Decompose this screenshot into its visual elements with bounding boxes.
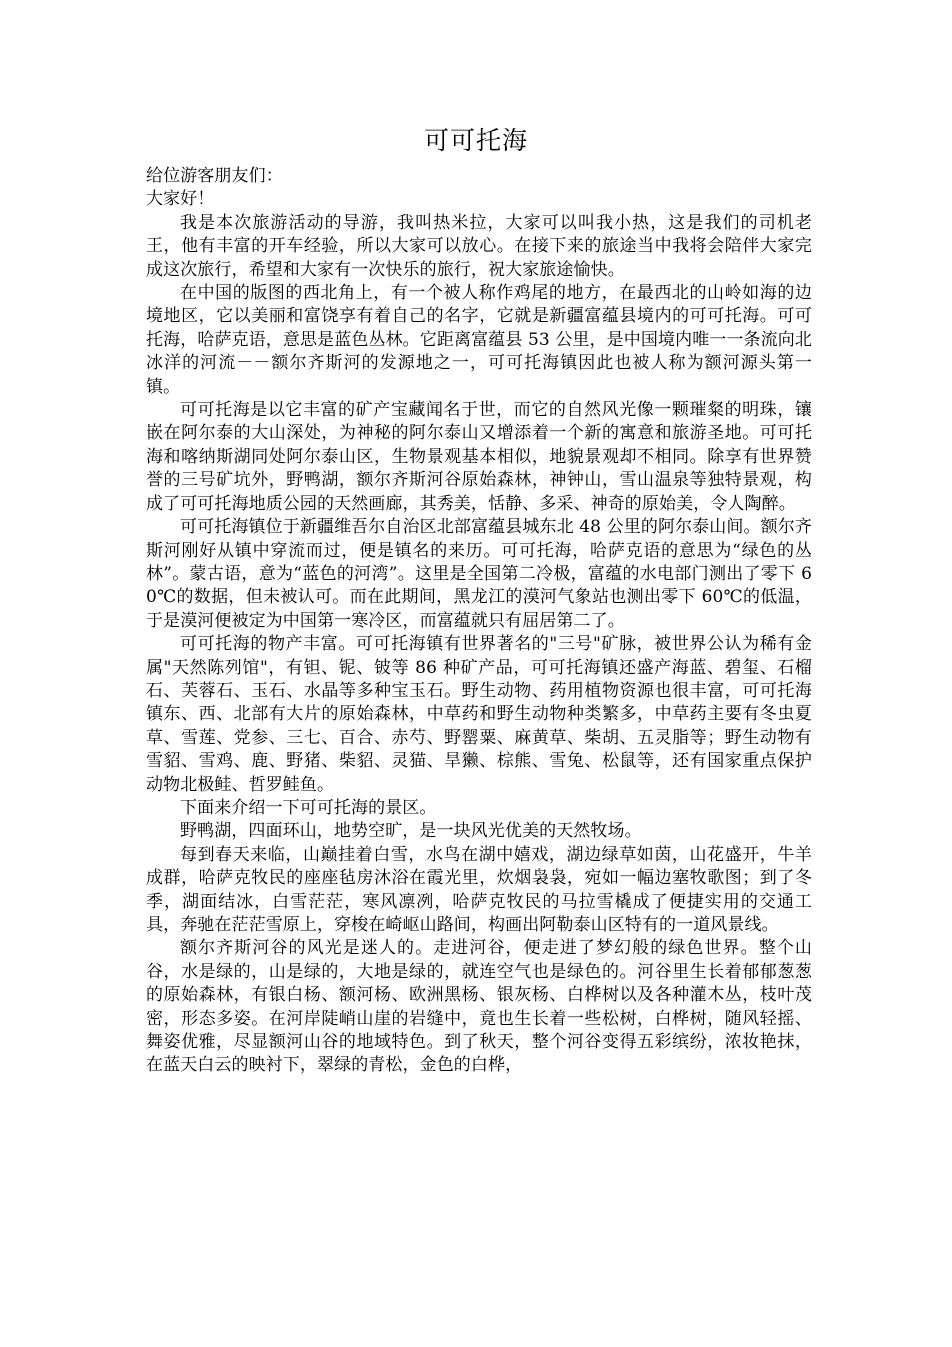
paragraph-seasons: 每到春天来临，山巅挂着白雪，水鸟在湖中嬉戏，湖边绿草如茵，山花盛开，牛羊成群，哈萨克牧民的座座毡房沐浴在霞光里，炊烟袅袅，宛如一幅边塞牧歌图；到了冬季，湖面结冰，白雪茫茫，寒风凛冽，哈萨克牧民的马拉雪橇成了便捷实用的交通工具，奔驰在茫茫雪原上，穿梭在崎岖山路间，构画出阿勒泰山区特有的一道风景线。: [146, 844, 812, 935]
salutation-line: 大家好！: [146, 189, 215, 210]
paragraph-intro-guide: 我是本次旅游活动的导游，我叫热米拉，大家可以叫我小热，这是我们的司机老王，他有丰富的开车经验，所以大家可以放心。在接下来的旅途当中我将会陪伴大家完成这次旅行，希望和大家有一次快乐的旅行，祝大家旅途愉快。: [146, 212, 812, 280]
paragraph-location: 在中国的版图的西北角上，有一个被人称作鸡尾的地方，在最西北的山岭如海的边境地区，它以美丽和富饶享有着自己的名字，它就是新疆富蕴县境内的可可托海。可可托海，哈萨克语，意思是蓝色丛林。它距离富蕴县 53 公里，是中国境内唯一一条流向北冰洋的河流－－额尔齐斯河的发源地之一，可可托海镇因此也被人称为额河源头第一镇。: [146, 283, 812, 397]
greeting-line: 给位游客朋友们：: [146, 166, 283, 186]
paragraph-landscape: 可可托海是以它丰富的矿产宝藏闻名于世，而它的自然风光像一颗璀粲的明珠，镶嵌在阿尔泰的大山深处，为神秘的阿尔泰山又增添着一个新的寓意和旅游圣地。可可托海和喀纳斯湖同处阿尔泰山区，生物景观基本相似，地貌景观却不相同。除享有世界赞誉的三号矿坑外，野鸭湖，额尔齐斯河谷原始森林，神钟山，雪山温泉等独特景观，构成了可可托海地质公园的天然画廊，其秀美，恬静、多采、神奇的原始美，令人陶醉。: [146, 400, 812, 514]
document-title: 可可托海: [423, 126, 528, 155]
paragraph-resources: 可可托海的物产丰富。可可托海镇有世界著名的"三号"矿脉，被世界公认为稀有金属"天然陈列馆"，有钽、铌、铍等 86 种矿产品，可可托海镇还盛产海蓝、碧玺、石榴石、芙蓉石、玉石、水晶等多种宝玉石。野生动物、药用植物资源也很丰富，可可托海镇东、西、北部有大片的原始森林，中草药和野生动物种类繁多，中草药主要有冬虫夏草、雪莲、党参、三七、百合、赤芍、野罂粟、麻黄草、柴胡、五灵脂等；野生动物有雪貂、雪鸡、鹿、野猪、柴貂、灵猫、旱獭、棕熊、雪兔、松鼠等，还有国家重点保护动物北极鲑、哲罗鲑鱼。: [146, 634, 812, 795]
paragraph-irtysh-valley: 额尔齐斯河谷的风光是迷人的。走进河谷，便走进了梦幻般的绿色世界。整个山谷，水是绿的，山是绿的，大地是绿的，就连空气也是绿色的。河谷里生长着郁郁葱葱的原始森林，有银白杨、额河杨、欧洲黑杨、银灰杨、白桦树以及各种灌木丛，枝叶茂密，形态多姿。在河岸陡峭山崖的岩缝中，竟也生长着一些松树，白桦树，随风轻摇、舞姿优雅，尽显额河山谷的地域特色。到了秋天，整个河谷变得五彩缤纷，浓妆艳抹，在蓝天白云的映衬下，翠绿的青松，金色的白桦，: [146, 938, 812, 1076]
paragraph-town-climate: 可可托海镇位于新疆维吾尔自治区北部富蕴县城东北 48 公里的阿尔泰山间。额尔齐斯河刚好从镇中穿流而过，便是镇名的来历。可可托海，哈萨克语的意思为“绿色的丛林”。蒙古语，意为“蓝色的河湾”。这里是全国第二冷极，富蕴的水电部门测出了零下 60℃的数据，但未被认可。而在此期间，黑龙江的漠河气象站也测出零下 60℃的低温，于是漠河便被定为中国第一寒冷区，而富蕴就只有屈居第二了。: [146, 517, 812, 631]
paragraph-wild-duck-lake: 野鸭湖，四面环山，地势空旷，是一块风光优美的天然牧场。: [180, 821, 642, 842]
paragraph-scenic-intro: 下面来介绍一下可可托海的景区。: [180, 797, 437, 818]
document-body: [146, 165, 812, 1078]
